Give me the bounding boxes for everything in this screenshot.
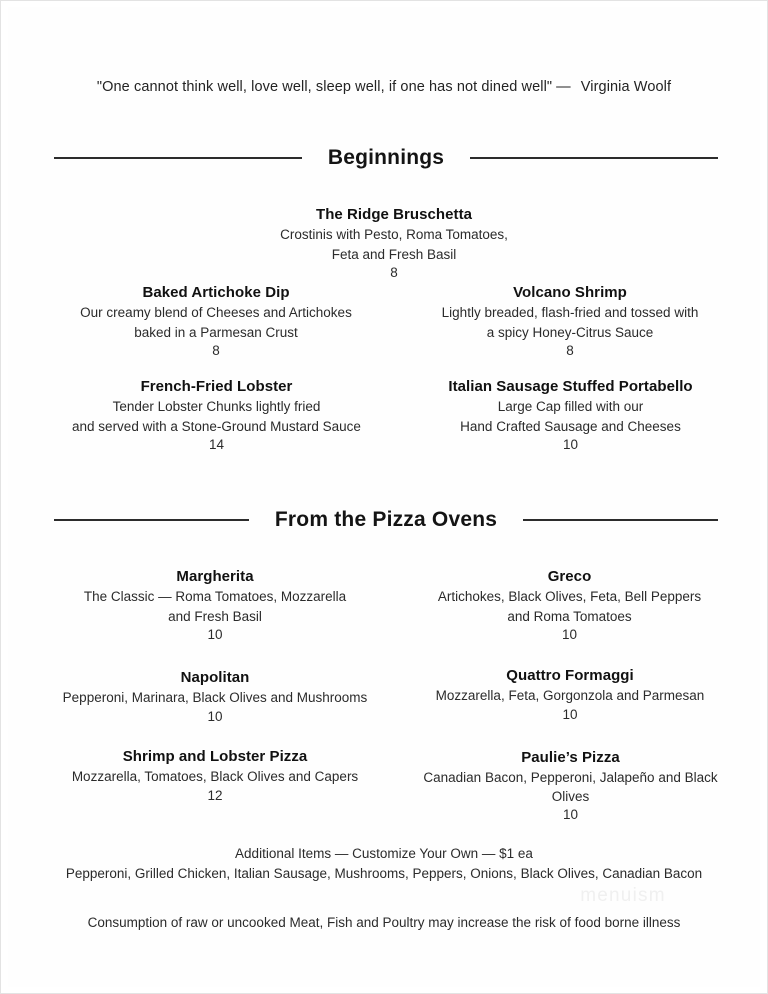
menu-item-description-line-2: baked in a Parmesan Crust <box>134 324 298 340</box>
section-header-from-the-pizza-ovens <box>54 508 718 532</box>
food-safety-disclaimer: Consumption of raw or uncooked Meat, Fish and Poultry may increase the risk of food borne illness <box>87 915 681 930</box>
menu-item-name: Margherita <box>176 568 254 585</box>
menu-item-price: 10 <box>562 437 579 453</box>
quote-author: Virginia Woolf <box>580 79 672 95</box>
section-title: From the Pizza Ovens <box>274 508 498 531</box>
menu-item-price: 8 <box>390 265 398 281</box>
menu-item-description-line-1: Lightly breaded, flash-fried and tossed with <box>441 305 699 321</box>
menu-item-description-line-1: Tender Lobster Chunks lightly fried <box>112 399 321 415</box>
menu-item-the-ridge-bruschetta <box>244 205 544 283</box>
menu-item-name: Quattro Formaggi <box>506 667 634 684</box>
quote-dash: — <box>556 79 571 95</box>
section-header-beginnings <box>54 146 718 170</box>
menu-item-description-line-2: and served with a Stone-Ground Mustard Sauce <box>72 418 361 434</box>
watermark: menuism <box>580 885 666 906</box>
menu-item-margherita <box>65 567 365 645</box>
menu-item-price: 10 <box>207 627 223 643</box>
menu-item-name: Italian Sausage Stuffed Portabello <box>448 378 693 395</box>
menu-quote <box>8 79 760 95</box>
menu-item-description-line-1: Large Cap filled with our <box>497 399 644 415</box>
menu-item-price: 12 <box>207 787 223 803</box>
menu-item-baked-artichoke-dip <box>66 283 366 361</box>
menu-item-price: 10 <box>207 708 223 724</box>
menu-item-description-line-2: Feta and Fresh Basil <box>331 246 457 262</box>
menu-item-volcano-shrimp <box>420 283 720 361</box>
menu-item-shrimp-and-lobster-pizza <box>60 747 370 805</box>
menu-sheet <box>8 7 760 987</box>
menu-item-price: 10 <box>561 627 578 643</box>
menu-item-name: Greco <box>547 568 592 585</box>
menu-item-description-line-1: Mozzarella, Feta, Gorgonzola and Parmesan <box>435 688 705 704</box>
additional-items-note <box>8 844 760 883</box>
menu-item-name: French-Fried Lobster <box>140 378 293 395</box>
menu-item-italian-sausage-stuffed-portabello <box>413 377 728 455</box>
menu-item-description-line-2: and Fresh Basil <box>168 608 262 624</box>
menu-item-price: 14 <box>208 437 225 453</box>
menu-item-paulies-pizza <box>408 748 733 825</box>
menu-item-description-line-2: Hand Crafted Sausage and Cheeses <box>460 418 681 434</box>
menu-item-description-line-1: Crostinis with Pesto, Roma Tomatoes, <box>280 227 508 243</box>
menu-item-name: Napolitan <box>180 669 250 686</box>
menu-item-name: The Ridge Bruschetta <box>315 206 473 223</box>
section-title: Beginnings <box>327 146 445 169</box>
section-rule-left <box>54 157 302 159</box>
menu-item-description-line-1: Canadian Bacon, Pepperoni, Jalapeño and Black Olives <box>423 770 718 804</box>
menu-item-description-line-1: Our creamy blend of Cheeses and Artichokes <box>80 305 352 321</box>
menu-item-description-line-1: Artichokes, Black Olives, Feta, Bell Peppers <box>437 589 702 605</box>
additional-items-list: Pepperoni, Grilled Chicken, Italian Sausage, Mushrooms, Peppers, Onions, Black Olives, Canadian Bacon <box>65 865 703 881</box>
menu-item-description-line-1: Pepperoni, Marinara, Black Olives and Mushrooms <box>62 690 368 706</box>
menu-item-french-fried-lobster <box>54 377 379 455</box>
menu-item-greco <box>417 567 722 645</box>
menu-item-price: 10 <box>562 706 578 722</box>
menu-item-price: 8 <box>566 343 574 359</box>
section-rule-left <box>54 519 249 521</box>
menu-item-description-line-2: and Roma Tomatoes <box>507 608 632 624</box>
menu-item-name: Baked Artichoke Dip <box>142 284 290 301</box>
section-rule-right <box>470 157 718 159</box>
menu-item-price: 8 <box>212 343 220 359</box>
menu-item-description-line-2: a spicy Honey-Citrus Sauce <box>486 324 654 340</box>
additional-items-heading: Additional Items — Customize Your Own — $1 ea <box>235 846 533 861</box>
menu-item-quattro-formaggi <box>420 666 720 724</box>
quote-text: "One cannot think well, love well, sleep well, if one has not dined well" <box>96 79 553 95</box>
menu-item-name: Volcano Shrimp <box>513 284 627 301</box>
menu-item-name: Paulie’s Pizza <box>521 749 620 766</box>
menu-item-name: Shrimp and Lobster Pizza <box>122 748 308 765</box>
menu-item-price: 10 <box>562 807 579 823</box>
section-rule-right <box>523 519 718 521</box>
menu-item-description-line-1: The Classic — Roma Tomatoes, Mozzarella <box>83 589 347 605</box>
menu-item-description-line-1: Mozzarella, Tomatoes, Black Olives and Capers <box>71 769 359 785</box>
menu-item-napolitan <box>60 668 370 726</box>
